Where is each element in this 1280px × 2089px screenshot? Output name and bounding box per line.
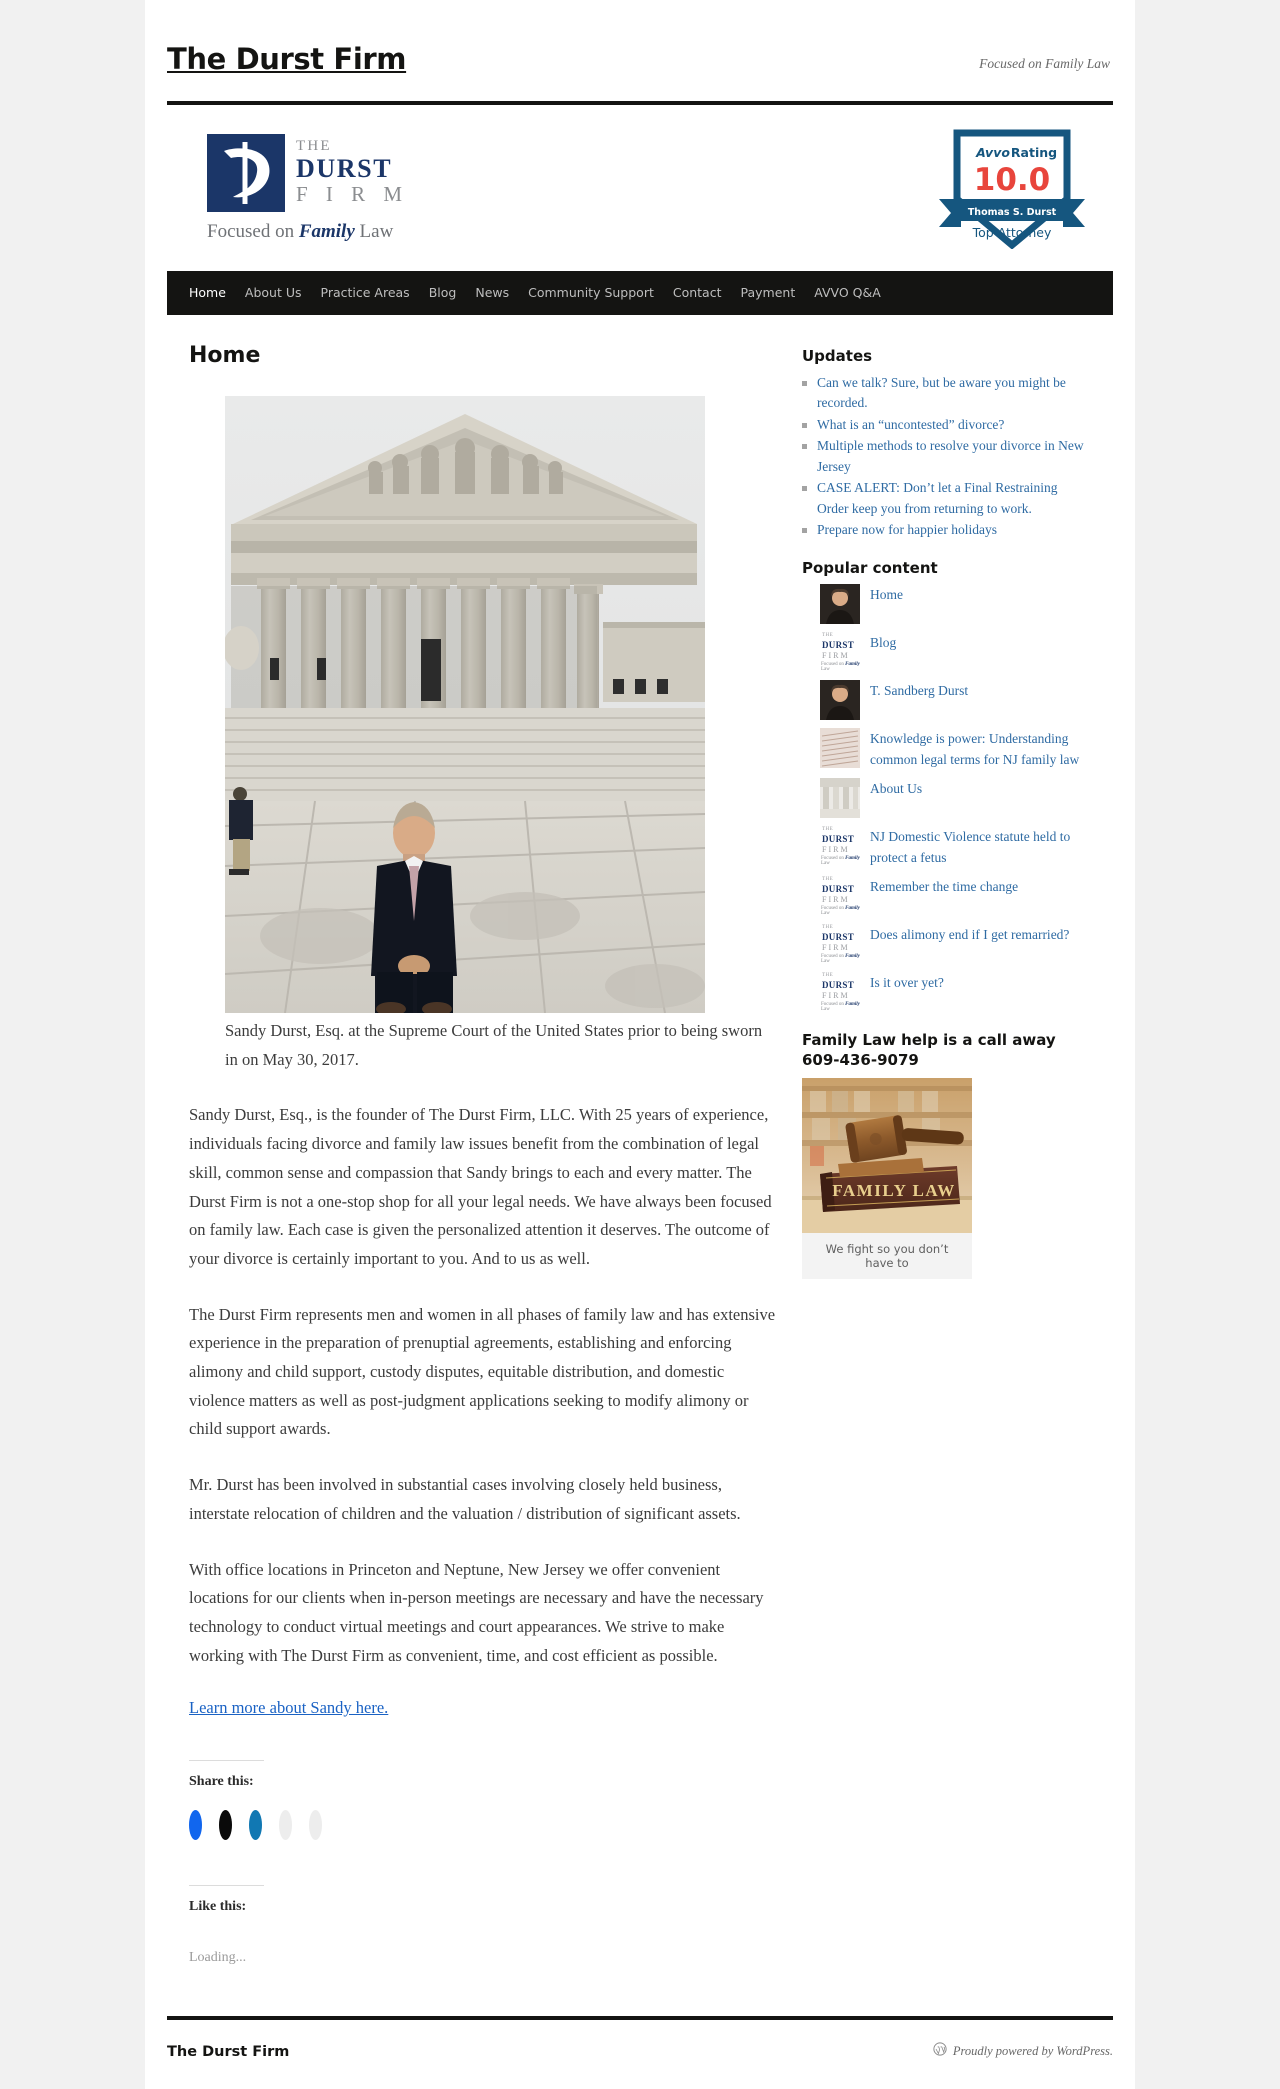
svg-text:FAMILY LAW: FAMILY LAW [832, 1180, 956, 1200]
nav-item-4[interactable] [475, 282, 509, 304]
page-container [145, 0, 1135, 2089]
nav-link-home[interactable]: Home [189, 285, 226, 300]
nav-link-contact[interactable]: Contact [672, 285, 722, 300]
sidebar [802, 343, 1092, 1966]
list-item[interactable] [802, 728, 1092, 770]
durst-logo-thumbnail-icon: THE DURST FIRM Focused on Family Law [821, 877, 860, 917]
wordpress-icon [933, 2042, 947, 2061]
updates-list [802, 373, 1092, 541]
page-title: Home [189, 343, 261, 368]
update-link-4[interactable]: Prepare now for happier holidays [817, 522, 997, 538]
portrait-thumbnail-icon [820, 584, 860, 624]
updates-title: Updates [802, 347, 873, 365]
logo-d-monogram-icon [207, 134, 285, 212]
nav-item-0[interactable] [189, 282, 226, 304]
share-section [189, 1760, 776, 1840]
share-heading: Share this: [189, 1774, 254, 1790]
list-item[interactable] [802, 778, 1092, 818]
supreme-court-photo [225, 396, 705, 1013]
gavel-caption: We fight so you don’t have to [802, 1233, 972, 1279]
popular-link-1[interactable]: Blog [870, 635, 897, 651]
svg-text:Avvo: Avvo [976, 145, 1010, 160]
nav-item-3[interactable] [429, 282, 457, 304]
learn-more-link[interactable]: Learn more about Sandy here. [189, 1698, 389, 1718]
footer-credit-block [933, 2042, 1113, 2061]
brand-bar [145, 105, 1135, 271]
gavel-card [802, 1078, 972, 1279]
logo-the-text: THE [296, 137, 332, 154]
site-title[interactable]: The Durst Firm [167, 42, 407, 76]
svg-text:Thomas S. Durst: Thomas S. Durst [967, 207, 1057, 218]
svg-text:10.0: 10.0 [973, 162, 1051, 198]
main-content [167, 343, 802, 1966]
list-item[interactable] [802, 632, 1092, 672]
logo-tag-prefix: Focused on [207, 220, 299, 242]
update-link-0[interactable]: Can we talk? Sure, but be aware you might be recorded. [817, 374, 1066, 411]
document-thumbnail-icon [820, 728, 860, 768]
popular-content-title: Popular content [802, 558, 938, 577]
nav-link-payment[interactable]: Payment [740, 285, 796, 300]
svg-text:Rating: Rating [1010, 145, 1058, 160]
list-item[interactable] [802, 584, 1092, 624]
paragraph-1: Sandy Durst, Esq., is the founder of The Durst Firm, LLC. With 25 years of experience, individuals facing divorce and family law issues benefit from the combination of legal skill, common sense and compassion that Sandy brings to each and every matter. The Durst Firm is not a one-stop shop for all your legal needs. We have always been focused on family law. Each case is given the personalized attention it deserves. The outcome of your divorce is certainly important to you. And to us as well. [189, 1105, 772, 1268]
nav-item-8[interactable] [814, 282, 881, 304]
share-buttons [189, 1810, 776, 1840]
family-law-call-widget [802, 1030, 1092, 1279]
like-section [189, 1885, 776, 1966]
like-heading: Like this: [189, 1899, 247, 1915]
portrait-thumbnail-icon [820, 680, 860, 720]
update-link-1[interactable]: What is an “uncontested” divorce? [817, 416, 1005, 432]
update-link-2[interactable]: Multiple methods to resolve your divorce in New Jersey [817, 438, 1084, 474]
durst-logo-thumbnail-icon: THE DURST FIRM Focused on Family Law [821, 973, 860, 1013]
content-wrapper [145, 315, 1135, 1966]
popular-link-4[interactable]: About Us [870, 781, 923, 797]
paragraph-4: With office locations in Princeton and Neptune, New Jersey we offer convenient locations for our clients when in-person meetings are necessary and have the necessary technology to conduct virtual meetings and court appearances. We strive to make working with The Durst Firm as convenient, time, and cost efficient as possible. [189, 1559, 764, 1665]
popular-content-list [802, 584, 1092, 1012]
list-item[interactable] [802, 876, 1092, 916]
nav-link-about-us[interactable]: About Us [244, 285, 302, 300]
nav-item-6[interactable] [673, 282, 722, 304]
photo-caption: Sandy Durst, Esq. at the Supreme Court of the United States prior to being sworn in on May 30, 2017. [225, 1021, 763, 1069]
durst-logo-thumbnail-icon: THE DURST FIRM Focused on Family Law [821, 827, 860, 867]
durst-logo-thumbnail-icon: THE DURST FIRM Focused on Family Law [821, 925, 860, 965]
popular-content-widget [802, 559, 1092, 1013]
nav-link-community-support[interactable]: Community Support [528, 285, 654, 300]
share-divider [189, 1760, 264, 1761]
wordpress-credit-link[interactable]: Proudly powered by WordPress. [952, 2044, 1113, 2059]
share-placeholder-button-2[interactable] [309, 1810, 322, 1840]
like-loading-text: Loading... [189, 1950, 247, 1966]
linkedin-share-button[interactable] [249, 1810, 262, 1840]
popular-link-2[interactable]: T. Sandberg Durst [870, 683, 969, 699]
svg-text:Top Attorney: Top Attorney [972, 225, 1052, 240]
paragraph-3: Mr. Durst has been involved in substantial cases involving closely held business, interstate relocation of children and the valuation / distribution of significant assets. [189, 1475, 741, 1523]
nav-link-blog[interactable]: Blog [428, 285, 457, 300]
logo-tag-suffix: Law [354, 220, 394, 242]
nav-list [189, 282, 1091, 304]
paragraph-2: The Durst Firm represents men and women in all phases of family law and has extensive experience in the preparation of prenuptial agreements, establishing and enforcing alimony and child support, custody disputes, equitable distribution, and domestic violence matters as well as post-judgment applications seeking to modify alimony or child support awards. [189, 1304, 776, 1439]
primary-navigation [167, 271, 1113, 315]
popular-link-8[interactable]: Is it over yet? [870, 975, 944, 991]
site-header [145, 0, 1135, 105]
columns-thumbnail-icon [820, 778, 860, 818]
list-item[interactable] [802, 972, 1092, 1012]
popular-link-5[interactable]: NJ Domestic Violence statute held to protect a fetus [870, 829, 1071, 865]
durst-firm-logo[interactable] [207, 134, 409, 243]
nav-link-practice-areas[interactable]: Practice Areas [320, 285, 410, 300]
call-widget-title: Family Law help is a call away 609-436-9079 [802, 1031, 1056, 1070]
facebook-share-button[interactable] [189, 1810, 202, 1840]
site-footer [167, 2016, 1113, 2089]
popular-link-6[interactable]: Remember the time change [870, 879, 1019, 895]
popular-link-7[interactable]: Does alimony end if I get remarried? [870, 927, 1070, 943]
list-item[interactable] [802, 478, 1092, 519]
figure-block [189, 396, 776, 1013]
footer-site-name: The Durst Firm [167, 2043, 290, 2060]
update-link-3[interactable]: CASE ALERT: Don’t let a Final Restraining Order keep you from returning to work. [817, 480, 1058, 516]
nav-item-2[interactable] [321, 282, 410, 304]
logo-durst-text: DURST [296, 153, 393, 183]
gavel-family-law-image [802, 1078, 972, 1233]
durst-logo-thumbnail-icon: THE DURST FIRM Focused on Family Law [821, 633, 860, 673]
avvo-rating-badge[interactable] [937, 127, 1087, 249]
nav-link-avvo-qa[interactable]: AVVO Q&A [814, 285, 881, 300]
popular-link-0[interactable]: Home [870, 587, 903, 603]
like-divider [189, 1885, 264, 1886]
nav-item-5[interactable] [528, 282, 654, 304]
list-item[interactable] [802, 436, 1092, 477]
popular-link-3[interactable]: Knowledge is power: Understanding common legal terms for NJ family law [870, 731, 1080, 767]
nav-link-news[interactable]: News [475, 285, 510, 300]
nav-item-1[interactable] [245, 282, 302, 304]
list-item[interactable] [802, 373, 1092, 414]
list-item[interactable] [802, 520, 1092, 541]
list-item[interactable] [802, 415, 1092, 436]
list-item[interactable] [802, 924, 1092, 964]
updates-widget [802, 347, 1092, 541]
x-twitter-share-button[interactable] [219, 1810, 232, 1840]
logo-tag-bold: Family [298, 220, 355, 242]
nav-item-7[interactable] [741, 282, 796, 304]
logo-tagline [207, 221, 393, 243]
list-item[interactable] [802, 680, 1092, 720]
list-item[interactable] [802, 826, 1092, 868]
share-placeholder-button[interactable] [279, 1810, 292, 1840]
logo-firm-text: F I R M [296, 182, 409, 207]
site-tagline: Focused on Family Law [979, 56, 1110, 71]
